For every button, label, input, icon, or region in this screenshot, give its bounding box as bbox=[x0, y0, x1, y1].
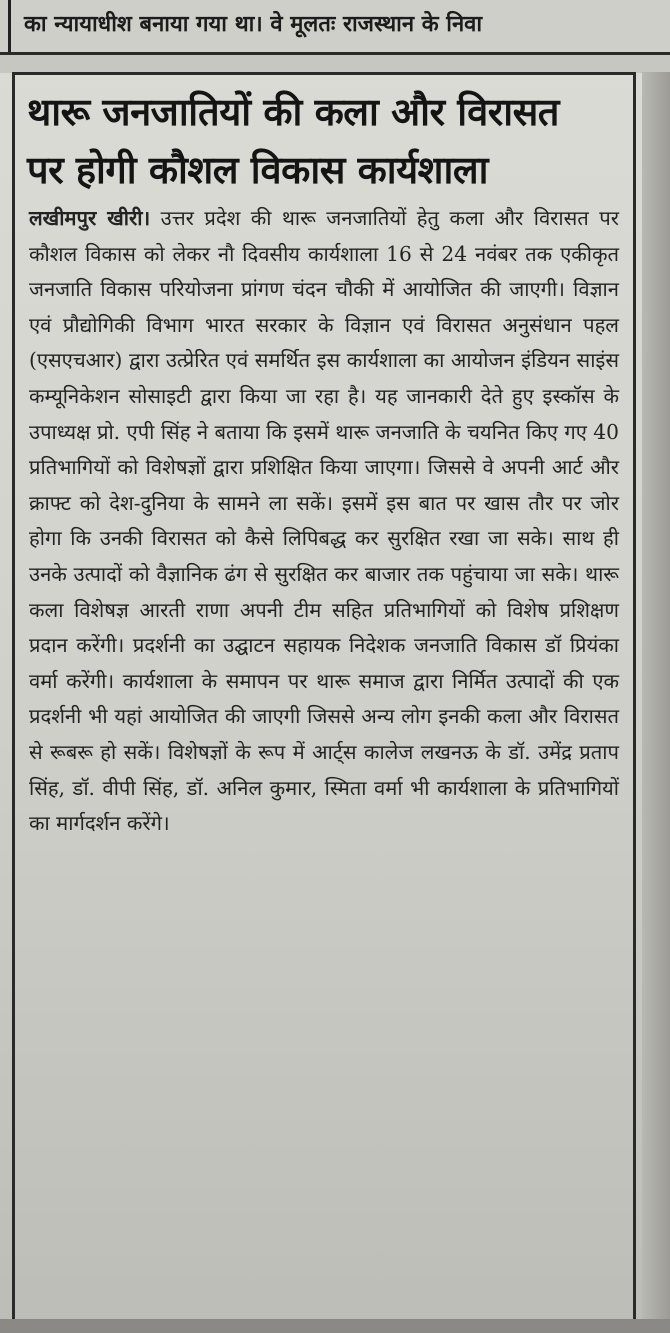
paper-edge-bottom bbox=[0, 1319, 670, 1333]
paper-edge-right bbox=[642, 72, 670, 1333]
previous-article-text: का न्यायाधीश बनाया गया था। वे मूलतः राजस्थान के निवा bbox=[24, 12, 483, 37]
column-rule bbox=[8, 0, 11, 52]
previous-article-strip bbox=[0, 0, 670, 55]
headline-line-2: पर होगी कौशल विकास कार्यशाला bbox=[27, 148, 488, 192]
article-body bbox=[29, 201, 619, 842]
headline-line-1: थारू जनजातियों की कला और विरासत bbox=[27, 90, 559, 134]
article-dateline: लखीमपुर खीरी। bbox=[29, 206, 151, 230]
paper-gap bbox=[0, 55, 670, 73]
news-article bbox=[12, 72, 636, 1322]
article-headline bbox=[27, 83, 623, 199]
article-body-text: उत्तर प्रदेश की थारू जनजातियों हेतु कला और विरासत पर कौशल विकास को लेकर नौ दिवसीय कार्यशाला 16 से 24 नवंबर तक एकीकृत जनजाति विकास परियोजना प्रांगण चंदन चौकी में आयोजित की जाएगी। विज्ञान एवं प्रौद्योगिकी विभाग भारत सरकार के विज्ञान एवं विरासत अनुसंधान पहल (एसएचआर) द्वारा उत्प्रेरित एवं समर्थित इस कार्यशाला का आयोजन इंडियन साइंस कम्यूनिकेशन सोसाइटी द्वारा किया जा रहा है। यह जानकारी देते हुए इस्कॉस के उपाध्यक्ष प्रो. एपी सिंह ने बताया कि इसमें थारू जनजाति के चयनित किए गए 40 प्रतिभागियों को विशेषज्ञों द्वारा प्रशिक्षित किया जाएगा। जिससे वे अपनी आर्ट और क्राफ्ट को देश-दुनिया के सामने ला सकें। इसमें इस बात पर खास तौर पर जोर होगा कि उनकी विरासत को कैसे लिपिबद्ध कर सुरक्षित रखा जा सके। साथ ही उनके उत्पादों को वैज्ञानिक ढंग से सुरक्षित कर बाजार तक पहुंचाया जा सके। थारू कला विशेषज्ञ आरती राणा अपनी टीम सहित प्रतिभागियों को विशेष प्रशिक्षण प्रदान करेंगी। प्रदर्शनी का उद्घाटन सहायक निदेशक जनजाति विकास डॉ प्रियंका वर्मा करेंगी। कार्यशाला के समापन पर थारू समाज द्वारा निर्मित उत्पादों की एक प्रदर्शनी भी यहां आयोजित की जाएगी जिससे अन्य लोग इनकी कला और विरासत से रूबरू हो सकें। विशेषज्ञों के रूप में आर्ट्स कालेज लखनऊ के डॉ. उमेंद्र प्रताप सिंह, डॉ. वीपी सिंह, डॉ. अनिल कुमार, स्मिता वर्मा भी कार्यशाला के प्रतिभागियों का मार्गदर्शन करेंगे। bbox=[29, 206, 619, 836]
